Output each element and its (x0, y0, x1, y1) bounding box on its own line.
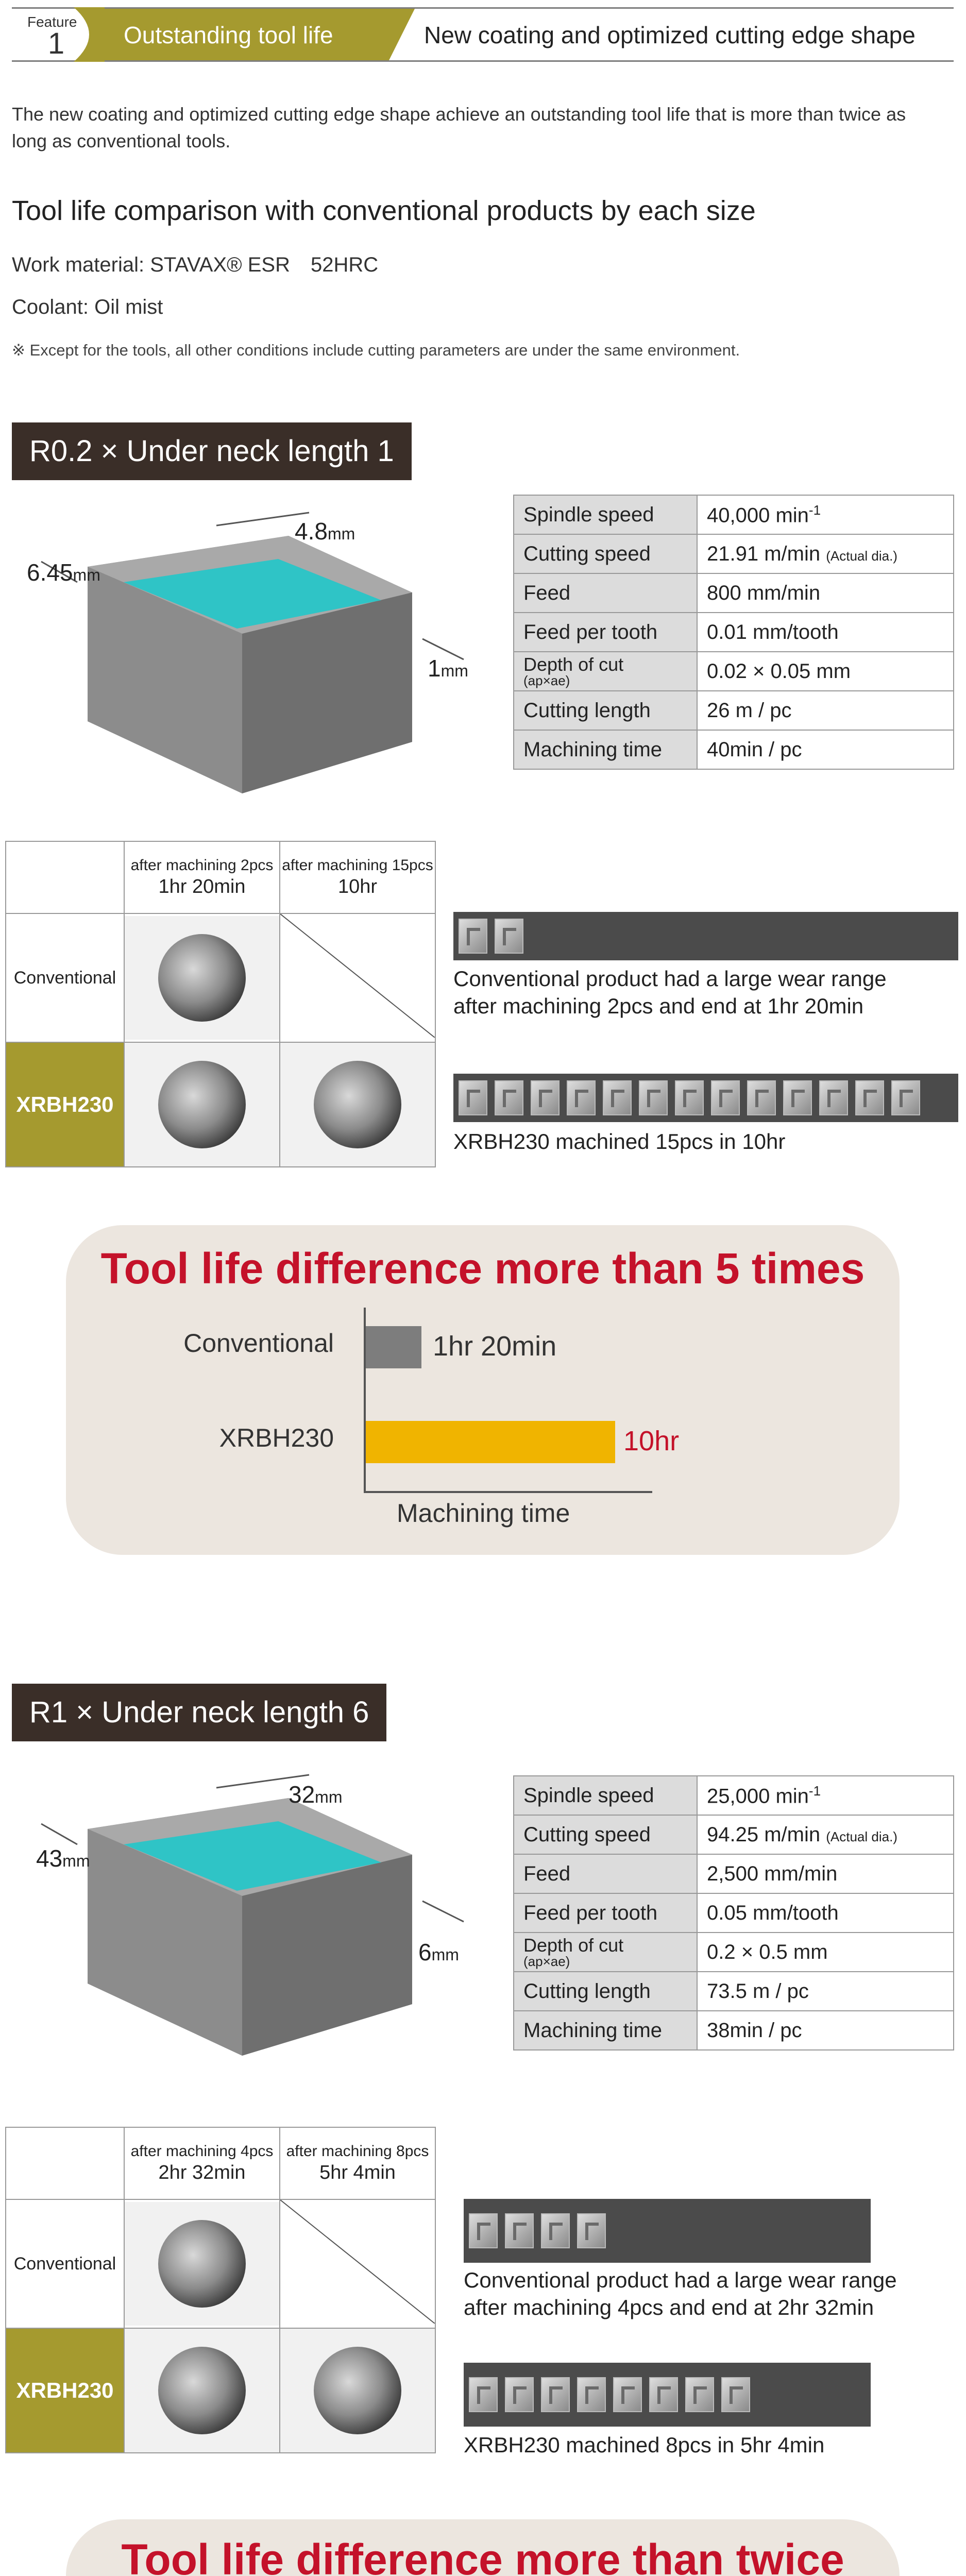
case1-dim-left-unit: mm (73, 566, 100, 584)
case1-dim-right (428, 654, 468, 682)
case1-xrbh-caption: XRBH230 machined 15pcs in 10hr (453, 1129, 786, 1154)
feature1-badge-number: 1 (47, 27, 65, 60)
caption-line1: Conventional product had a large wear range (453, 967, 887, 991)
spec-value: 73.5 m / pc (697, 1972, 954, 2011)
case2-life-title: Tool life difference more than twice (121, 2535, 844, 2576)
case2-dim-top-value: 32 (289, 1781, 315, 1808)
spec-key-line1: Depth of cut (523, 654, 624, 675)
case1-dim-top-unit: mm (327, 524, 355, 543)
case1-life-axis-label: Machining time (397, 1499, 570, 1528)
badge-curve-shape (74, 7, 105, 62)
spec-value (697, 1815, 954, 1854)
case1-spec-table (513, 495, 954, 770)
feature1-badge-label: Feature (27, 14, 77, 30)
grid-row-label-conventional: Conventional (6, 2199, 124, 2328)
spec-value: 2,500 mm/min (697, 1854, 954, 1893)
spec-key: Cutting length (514, 691, 697, 730)
grid-photo-cell (124, 2328, 280, 2453)
feature1-title: Outstanding tool life (124, 22, 333, 48)
case2-conv-wear-strip (464, 2199, 871, 2263)
spec-key: Feed (514, 573, 697, 613)
grid-photo-cell (124, 2199, 280, 2328)
grid-col-header-line2: 5hr 4min (319, 2162, 396, 2183)
spec-row (514, 1854, 954, 1893)
grid-col-header (124, 2127, 280, 2199)
spec-value: 0.05 mm/tooth (697, 1893, 954, 1933)
conditions-note: ※ Except for the tools, all other conditions include cutting parameters are under the same environment. (12, 341, 740, 359)
spec-key-line1: Depth of cut (523, 1935, 624, 1956)
caption-line2: after machining 2pcs and end at 1hr 20min (453, 993, 864, 1018)
grid-col-header-line1: after machining 15pcs (282, 856, 433, 874)
spec-key: Machining time (514, 2011, 697, 2050)
workpiece-chip (495, 919, 523, 954)
spec-row (514, 1933, 954, 1972)
spec-key-line2: (ap×ae) (523, 673, 570, 688)
case1-dim-right-unit: mm (440, 662, 468, 680)
spec-value: 0.01 mm/tooth (697, 613, 954, 652)
case2-dim-right (418, 1938, 459, 1966)
spec-key: Cutting length (514, 1972, 697, 2011)
case1-dim-left (27, 558, 100, 586)
grid-photo-cell (124, 913, 280, 1042)
spec-value: 26 m / pc (697, 691, 954, 730)
tool-photo (125, 916, 279, 1040)
spec-value-text: 21.91 m/min (707, 542, 821, 565)
tool-photo (125, 2329, 279, 2452)
tool-photo-image (158, 2347, 246, 2434)
case1-dim-top-value: 4.8 (295, 518, 328, 545)
spec-key: Spindle speed (514, 495, 697, 534)
spec-key: Cutting speed (514, 1815, 697, 1854)
case2-life-panel (66, 2519, 900, 2576)
spec-value: 0.2 × 0.5 mm (697, 1933, 954, 1972)
case1-dim-left-value: 6.45 (27, 559, 73, 586)
case2-spec-table (513, 1775, 954, 2050)
feature1-title-band (100, 9, 389, 60)
spec-key-line2: (ap×ae) (523, 1954, 570, 1969)
grid-empty-cell (280, 2199, 435, 2328)
case2-dim-right-value: 6 (418, 1939, 432, 1965)
grid-corner (6, 2127, 124, 2199)
spec-value-text: 40,000 min (707, 504, 809, 527)
grid-col-header-line2: 10hr (337, 876, 378, 897)
spec-row (514, 730, 954, 769)
case1-conv-wear-strip (453, 912, 958, 960)
spec-value-sup: -1 (808, 502, 821, 518)
grid-col-header (280, 2127, 435, 2199)
spec-value (697, 534, 954, 573)
diagonal-line (280, 2200, 435, 2324)
diagonal-line (280, 914, 435, 1038)
spec-row (514, 573, 954, 613)
case2-dim-left-value: 43 (36, 1845, 63, 1872)
caption-line2: after machining 4pcs and end at 2hr 32min (464, 2295, 874, 2319)
grid-col-header-line2: 2hr 32min (158, 2162, 246, 2183)
caption-line1: Conventional product had a large wear range (464, 2268, 897, 2292)
spec-key: Cutting speed (514, 534, 697, 573)
grid-empty-cell (280, 913, 435, 1042)
tool-photo-image (314, 1061, 401, 1148)
spec-value (697, 1776, 954, 1815)
spec-row (514, 691, 954, 730)
tool-photo-image (158, 1061, 246, 1148)
feature1-description: The new coating and optimized cutting edge shape achieve an outstanding tool life that is more than twice as long as conventional tools. (12, 104, 906, 152)
case2-dim-right-unit: mm (431, 1945, 459, 1964)
tool-photo-image (314, 2347, 401, 2434)
case2-title-bar: R1 × Under neck length 6 (12, 1684, 386, 1741)
tool-photo-image (158, 934, 246, 1022)
grid-corner (6, 841, 124, 913)
case1-life-xrbh-value: 10hr (623, 1426, 680, 1456)
case1-life-baseline (364, 1491, 652, 1493)
spec-key: Feed per tooth (514, 613, 697, 652)
case2-photo-grid (5, 2127, 436, 2453)
case1-title-bar: R0.2 × Under neck length 1 (12, 422, 412, 480)
grid-col-header-line2: 1hr 20min (158, 876, 246, 897)
case1-life-conv-label: Conventional (183, 1329, 334, 1358)
feature1-wedge (389, 9, 415, 60)
grid-col-header-line1: after machining 2pcs (130, 856, 274, 874)
grid-row-label-xrbh: XRBH230 (6, 2328, 124, 2453)
spec-value: 40min / pc (697, 730, 954, 769)
case1-dim-right-value: 1 (428, 655, 441, 682)
grid-photo-cell (280, 1042, 435, 1167)
case1-conv-caption (453, 965, 887, 1020)
grid-col-header (280, 841, 435, 913)
case2-xrbh-caption: XRBH230 machined 8pcs in 5hr 4min (464, 2433, 825, 2457)
grid-row-label-conventional: Conventional (6, 913, 124, 1042)
feature1-subtitle: New coating and optimized cutting edge shape (424, 22, 916, 48)
spec-key: Feed per tooth (514, 1893, 697, 1933)
spec-row (514, 2011, 954, 2050)
case2-dim-left (36, 1844, 90, 1872)
spec-row (514, 1893, 954, 1933)
case1-life-xrbh-label: XRBH230 (219, 1423, 334, 1452)
spec-key: Feed (514, 1854, 697, 1893)
spec-key (514, 1933, 697, 1972)
tool-photo (280, 1043, 435, 1166)
case1-life-panel (66, 1225, 900, 1555)
grid-photo-cell (280, 2328, 435, 2453)
spec-value-note: (Actual dia.) (826, 548, 897, 564)
case1-life-xrbh-bar (366, 1421, 615, 1463)
feature1-header (12, 7, 954, 62)
spec-value-text: 94.25 m/min (707, 1823, 821, 1846)
spec-key: Spindle speed (514, 1776, 697, 1815)
tool-photo-image (158, 2220, 246, 2308)
tool-photo (125, 1043, 279, 1166)
case1-life-conv-value: 1hr 20min (433, 1331, 557, 1362)
case1-dim-top (295, 517, 355, 545)
spec-value: 38min / pc (697, 2011, 954, 2050)
spec-key: Machining time (514, 730, 697, 769)
grid-photo-cell (124, 1042, 280, 1167)
case1-life-axis (364, 1308, 366, 1493)
tool-photo (280, 2329, 435, 2452)
spec-row (514, 1776, 954, 1815)
case1-xrbh-wear-strip (453, 1074, 958, 1122)
spec-row (514, 495, 954, 534)
case2-workpiece-diagram (21, 1767, 500, 2102)
case2-xrbh-wear-strip (464, 2363, 871, 2427)
spec-row (514, 1815, 954, 1854)
work-material: Work material: STAVAX® ESR 52HRC (12, 253, 379, 276)
grid-col-header-line1: after machining 4pcs (130, 2142, 274, 2160)
spec-key (514, 652, 697, 691)
case1-life-title: Tool life difference more than 5 times (100, 1244, 865, 1293)
coolant: Coolant: Oil mist (12, 296, 163, 318)
spec-value: 800 mm/min (697, 573, 954, 613)
spec-row (514, 652, 954, 691)
grid-col-header (124, 841, 280, 913)
spec-row (514, 613, 954, 652)
spec-row (514, 534, 954, 573)
case2-dim-top-unit: mm (315, 1788, 343, 1806)
spec-value-note: (Actual dia.) (826, 1828, 897, 1844)
spec-value-text: 25,000 min (707, 1785, 809, 1808)
spec-value (697, 495, 954, 534)
spec-value-sup: -1 (808, 1783, 821, 1799)
case1-photo-grid (5, 841, 436, 1167)
spec-value: 0.02 × 0.05 mm (697, 652, 954, 691)
case2-dim-top (289, 1781, 342, 1808)
case1-life-conv-bar (366, 1326, 421, 1368)
case2-conv-caption (464, 2267, 897, 2321)
grid-row-label-xrbh: XRBH230 (6, 1042, 124, 1167)
grid-col-header-line1: after machining 8pcs (286, 2142, 429, 2160)
spec-row (514, 1972, 954, 2011)
workpiece-chip (459, 919, 487, 954)
tool-photo (125, 2202, 279, 2326)
comparison-title: Tool life comparison with conventional products by each size (12, 195, 756, 226)
case2-dim-left-unit: mm (62, 1852, 90, 1870)
